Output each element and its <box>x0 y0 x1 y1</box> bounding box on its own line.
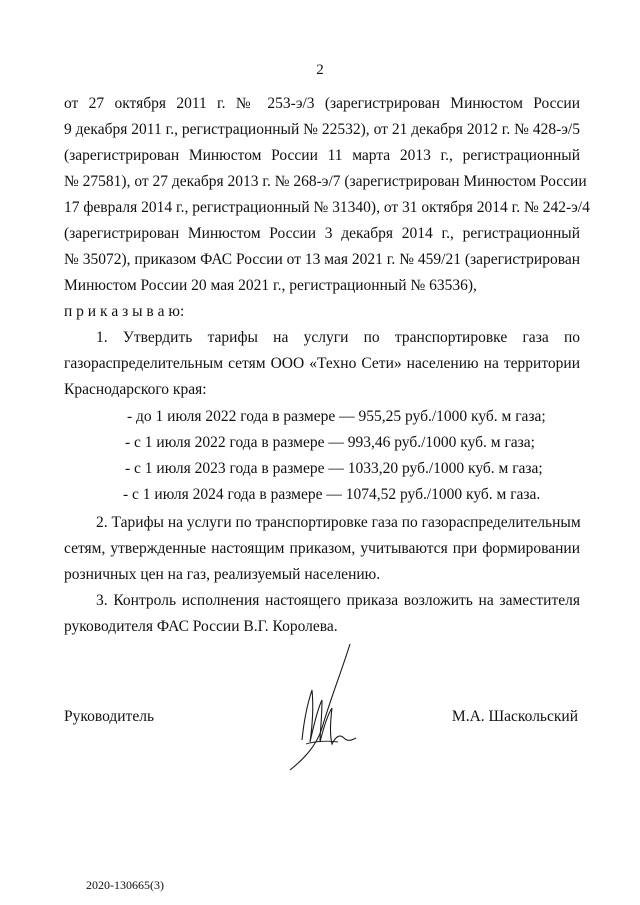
item1-line: газораспределительным сетям ООО «Техно Сети» населению на территории <box>64 355 580 372</box>
preamble-line: 17 февраля 2014 г., регистрационный № 31340), от 31 октября 2014 г. № 242-э/4 <box>64 199 590 216</box>
preamble-line: (зарегистрирован Минюстом России 11 марта 2013 г., регистрационный <box>64 147 580 164</box>
document-id: 2020-130665(3) <box>86 878 164 892</box>
preamble-line: 9 декабря 2011 г., регистрационный № 22532), от 21 декабря 2012 г. № 428-э/5 <box>64 121 580 138</box>
item2-line: розничных цен на газ, реализуемый населению. <box>64 566 381 583</box>
item1-line: 1. Утвердить тарифы на услуги по транспортировке газа по <box>96 329 580 346</box>
preamble-line: (зарегистрирован Минюстом России 3 декабря 2014 г., регистрационный <box>64 225 580 242</box>
preamble-line: Минюстом России 20 мая 2021 г., регистрационный № 63536), <box>64 277 477 294</box>
item2-line: 2. Тарифы на услуги по транспортировке газа по газораспределительным <box>96 514 581 531</box>
tariff-item: - с 1 июля 2023 года в размере — 1033,20 руб./1000 куб. м газа; <box>125 460 543 477</box>
preamble-line: от 27 октября 2011 г. № 253-э/3 (зарегистрирован Минюстом России <box>64 95 580 112</box>
preamble-line: № 27581), от 27 декабря 2013 г. № 268-э/7 (зарегистрирован Минюстом России <box>64 173 587 190</box>
item3-line: 3. Контроль исполнения настоящего приказа возложить на заместителя <box>96 592 580 609</box>
handwritten-signature-icon <box>282 640 362 772</box>
item1-line: Краснодарского края: <box>64 381 207 398</box>
signatory-name: М.А. Шаскольский <box>451 708 578 725</box>
tariff-item: - с 1 июля 2024 года в размере — 1074,52 руб./1000 куб. м газа. <box>123 486 541 503</box>
item2-line: сетям, утвержденные настоящим приказом, учитываются при формировании <box>64 540 580 557</box>
tariff-item: - с 1 июля 2022 года в размере — 993,46 руб./1000 куб. м газа; <box>125 434 535 451</box>
preamble-line: № 35072), приказом ФАС России от 13 мая 2021 г. № 459/21 (зарегистрирован <box>64 251 580 268</box>
signatory-role: Руководитель <box>64 708 155 725</box>
order-word: п р и к а з ы в а ю: <box>64 303 185 320</box>
item3-line: руководителя ФАС России В.Г. Королева. <box>64 618 338 635</box>
tariff-item: - до 1 июля 2022 года в размере — 955,25 руб./1000 куб. м газа; <box>127 408 546 425</box>
page-number: 2 <box>316 62 324 78</box>
